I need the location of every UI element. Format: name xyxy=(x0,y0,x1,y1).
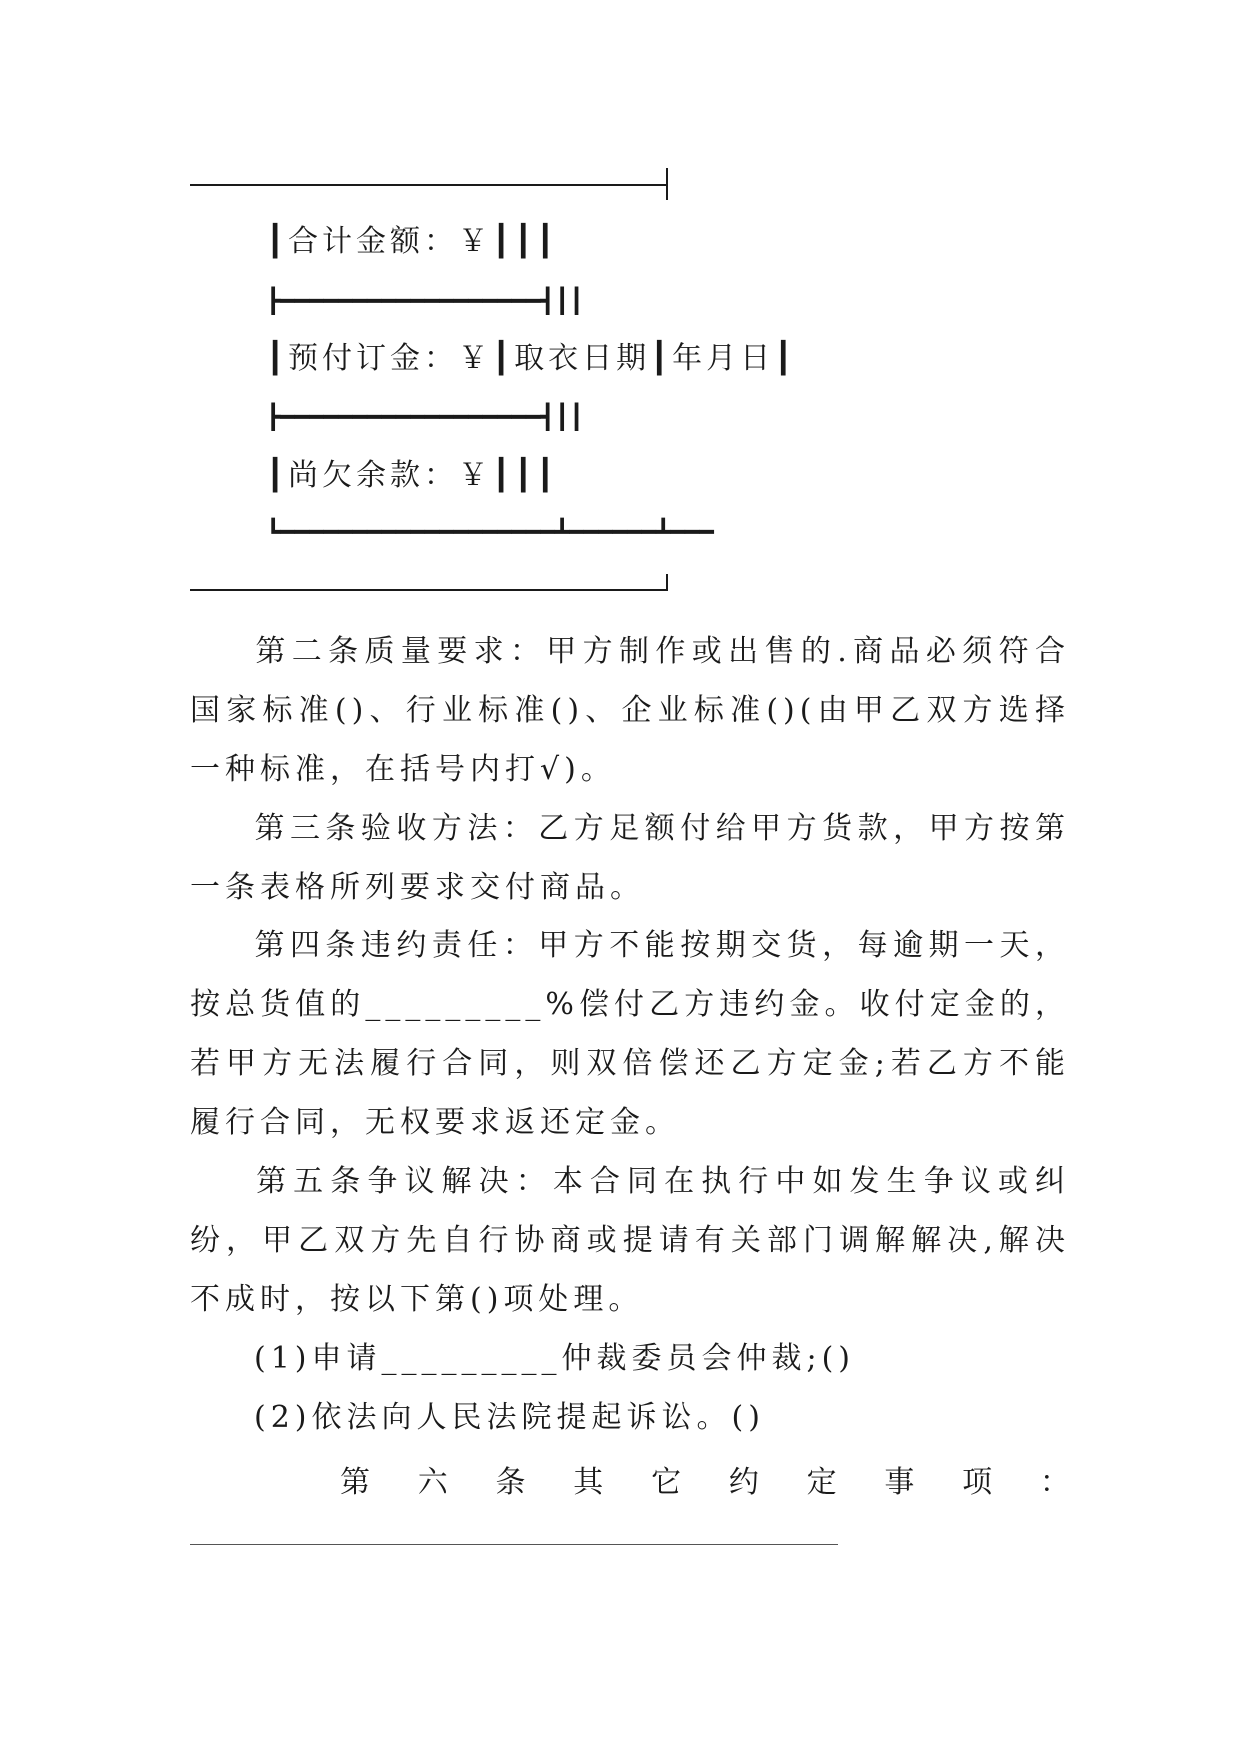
table-top-border xyxy=(190,184,668,186)
article-5-text: 第五条争议解决：本合同在执行中如发生争议或纠纷，甲乙双方先自行协商或提请有关部门调解解决,解决不成时，按以下第()项处理。 xyxy=(190,1164,1070,1317)
table-row-deposit: ┃预付订金：￥┃取衣日期┃年月日┃ xyxy=(266,341,797,376)
table-top-corner xyxy=(666,168,668,200)
article-4-text: 第四条违约责任：甲方不能按期交货，每逾期一天，按总货值的_________%偿付乙方违约金。收付定金的，若甲方无法履行合同，则双倍偿还乙方定金;若乙方不能履行合同，无权要求返还定金。 xyxy=(190,928,1070,1140)
article-6-char: 定 xyxy=(806,1465,837,1500)
article-3 xyxy=(190,799,1070,917)
article-6 xyxy=(190,1465,1070,1501)
option-1-text: (1)申请_________仲裁委员会仲裁;() xyxy=(254,1341,856,1376)
article-6-char: 事 xyxy=(884,1465,915,1500)
article-6-char: 其 xyxy=(573,1465,604,1500)
article-3-text: 第三条验收方法：乙方足额付给甲方货款，甲方按第一条表格所列要求交付商品。 xyxy=(190,811,1070,905)
article-4 xyxy=(190,916,1070,1152)
option-2-text: (2)依法向人民法院提起诉讼。() xyxy=(254,1400,765,1435)
table-divider-1: ┣━━━━━━━━━━━━━━━━━━┫┃┃ xyxy=(266,287,584,315)
article-6-char: 项 xyxy=(962,1465,993,1500)
article-2-text: 第二条质量要求：甲方制作或出售的.商品必须符合国家标准()、行业标准()、企业标准()(由甲乙双方选择一种标准，在括号内打√)。 xyxy=(190,634,1070,787)
table-row-balance: ┃尚欠余款：￥┃┃┃ xyxy=(266,458,559,493)
article-6-char: 第 xyxy=(340,1465,370,1500)
article-6-blank-line xyxy=(190,1544,838,1545)
article-5 xyxy=(190,1152,1070,1329)
table-bottom-border: ┗━━━━━━━━━━━━━━━━━━━┻━━━━━━┻━━━ xyxy=(266,518,714,546)
table-bottom-continuation xyxy=(190,589,668,591)
article-6-char: ： xyxy=(1039,1465,1070,1500)
table-divider-2: ┣━━━━━━━━━━━━━━━━━━┫┃┃ xyxy=(266,403,584,431)
table-bottom-corner xyxy=(666,574,668,590)
article-2 xyxy=(190,622,1070,799)
option-2 xyxy=(190,1388,1070,1447)
article-6-char: 它 xyxy=(651,1465,682,1500)
option-1 xyxy=(190,1329,1070,1388)
article-6-char: 六 xyxy=(417,1465,448,1500)
table-row-total: ┃合计金额：￥┃┃┃ xyxy=(266,224,559,259)
article-6-char: 约 xyxy=(728,1465,759,1500)
article-6-char: 条 xyxy=(495,1465,526,1500)
